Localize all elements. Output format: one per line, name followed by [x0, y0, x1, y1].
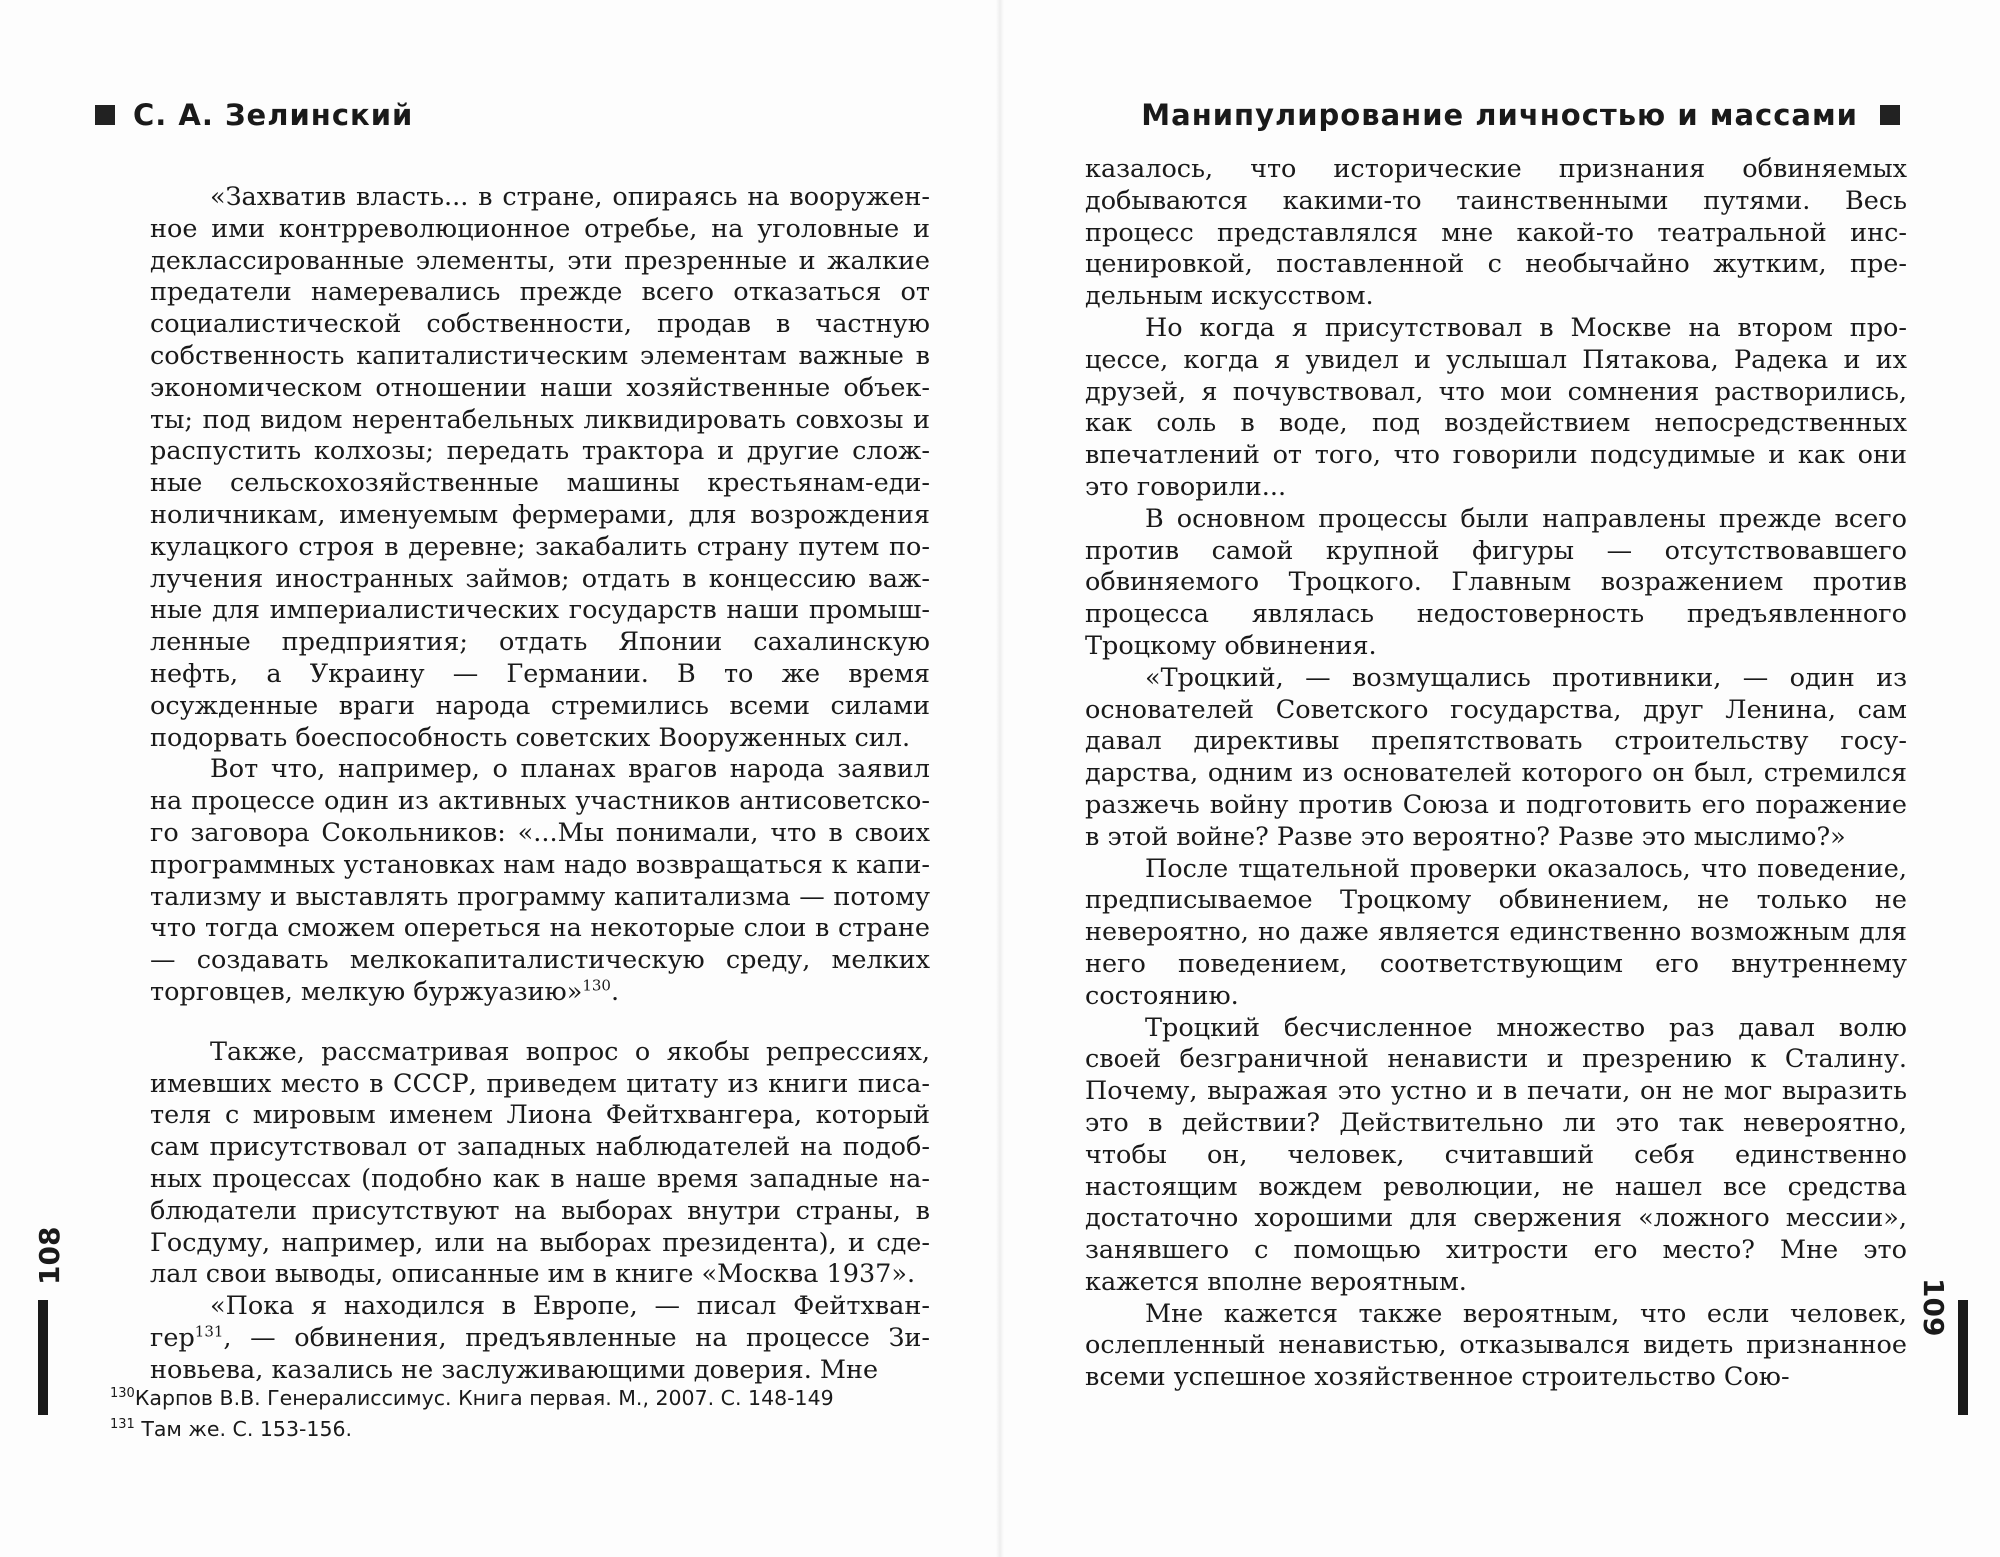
footnote-ref-130: 130 — [582, 976, 611, 995]
paragraph: После тщательной проверки оказалось, что поведение, предписываемое Троцкому обвинением, не только не невероятно, но даже является единственно возможным для него поведением, соответствующим его внутреннему состоянию. — [1085, 853, 1907, 1011]
page-number: 108 — [33, 1226, 66, 1285]
paragraph: Мне кажется также вероятным, что если человек, ослепленный ненавистью, отказывался видеть признанное всеми успешное хозяйственное строительство Сою- — [1085, 1298, 1907, 1393]
paragraph: «Захватив власть... в стране, опираясь на вооруженное ими контрреволюционное отребье, на уголовные и деклассированные элементы, эти презренные и жалкие предатели намеревались прежде всего отказаться от социалистической собственности, продав в частную собственность капиталистическим элементам важные в экономическом отношении наши хозяйственные объекты; под видом нерентабельных ликвидировать совхозы и распустить колхозы; передать трактора и другие сложные сельскохозяйственные машины крестьянам-единоличникам, именуемым фермерами, для возрождения кулацкого строя в деревне; закабалить страну путем получения иностранных займов; отдать в концессию важные для империалистических государств наши промышленные предприятия; отдать Японии сахалинскую нефть, а Украину — Германии. В то же время осужденные враги народа стремились всеми силами подорвать боеспособность советских Вооруженных сил. — [150, 182, 930, 753]
paragraph: «Троцкий, — возмущались противники, — один из основателей Советского государства, друг Ленина, сам давал директивы препятствовать строительству государства, одним из основателей которого он был, стремился разжечь войну против Союза и подготовить его поражение в этой войне? Разве это вероятно? Разве это мыслимо?» — [1085, 662, 1907, 852]
footnotes — [110, 1383, 930, 1445]
header-square-icon — [1880, 105, 1900, 125]
book-title: Манипулирование личностью и массами — [1141, 98, 1858, 132]
paragraph: Также, рассматривая вопрос о якобы репрессиях, имевших место в СССР, приведем цитату из книги писателя с мировым именем Лиона Фейтхвангера, который сам присутствовал от западных наблюдателей на подобных процессах (подобно как в наше время западные наблюдатели присутствуют на выборах внутри страны, в Госдуму, например, или на выборах президента), и сделал свои выводы, описанные им в книге «Москва 1937». — [150, 1036, 930, 1290]
right-page — [1000, 0, 2000, 1557]
page-number-bar — [1958, 1300, 1968, 1415]
header-square-icon — [95, 105, 115, 125]
paragraph: Троцкий бесчисленное множество раз давал волю своей безграничной ненависти и презрению к Сталину. Почему, выражая это устно и в печати, он не мог выразить это в действии? Действительно ли это так невероятно, чтобы он, человек, считавший себя единственно настоящим вождем революции, не нашел все средства достаточно хорошими для свержения «ложного мессии», занявшего с помощью хитрости его место? Мне это кажется вполне вероятным. — [1085, 1012, 1907, 1297]
paragraph: казалось, что исторические признания обвиняемых добываются какими-то таинственными путями. Весь процесс представлялся мне какой-то театральной инсценировкой, поставленной с необычайно жутким, предельным искусством. — [1085, 154, 1907, 312]
paragraph: Но когда я присутствовал в Москве на втором процессе, когда я увидел и услышал Пятакова, Радека и их друзей, я почувствовал, что мои сомнения растворились, как соль в воде, под воздействием непосредственных впечатлений от того, что говорили подсудимые и как они это говорили... — [1085, 312, 1907, 502]
footnote-ref-131: 131 — [194, 1322, 224, 1341]
page-number-bar — [38, 1300, 48, 1415]
right-page-header — [1141, 98, 1900, 132]
page-number: 109 — [1917, 1278, 1950, 1337]
paragraph: Вот что, например, о планах врагов народа заявил на процессе один из активных участников антисоветского заговора Сокольников: «...Мы понимали, что в своих программных установках нам надо возвращаться к капитализму и выставлять программу капитализма — потому что тогда сможем опереться на некоторые слои в стране — создавать мелкокапиталистическую среду, мелких торговцев, мелкую буржуазию»$^{130}$. — [150, 754, 930, 1007]
footnote-130: $^{130}$Карпов В.В. Генералиссимус. Книга первая. М., 2007. С. 148-149 — [110, 1386, 834, 1410]
left-page-header — [95, 98, 413, 132]
paragraph: В основном процессы были направлены прежде всего против самой крупной фигуры — отсутствовавшего обвиняемого Троцкого. Главным возражением против процесса являлась недостоверность предъявленного Троцкому обвинения. — [1085, 503, 1907, 661]
author-name: С. А. Зелинский — [133, 98, 414, 132]
left-body-text — [150, 182, 930, 1386]
footnote-131: $^{131}$ Там же. С. 153-156. — [110, 1417, 353, 1441]
paragraph: «Пока я находился в Европе, — писал Фейтхвангер$^{131}$, — обвинения, предъявленные на процессе Зиновьева, казались не заслуживающими доверия. Мне — [150, 1291, 930, 1385]
right-body-text — [1085, 154, 1907, 1394]
